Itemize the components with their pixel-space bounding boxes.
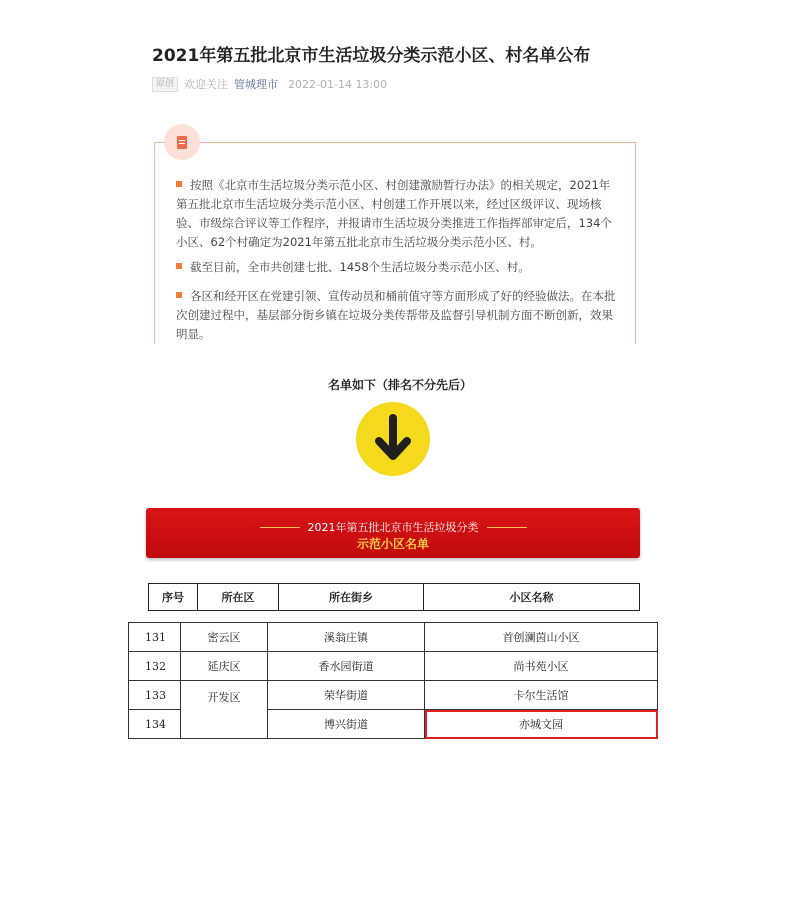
header-street: 所在街乡 bbox=[279, 584, 424, 610]
row-community: 首创澜茵山小区 bbox=[425, 623, 658, 652]
bullet-icon bbox=[176, 181, 182, 187]
article-meta bbox=[152, 76, 387, 92]
list-banner bbox=[146, 508, 640, 558]
table-row bbox=[129, 652, 658, 681]
table-row bbox=[129, 623, 658, 652]
row-district: 密云区 bbox=[181, 623, 268, 652]
row-seq: 133 bbox=[129, 681, 181, 710]
banner-subtitle: 2021年第五批北京市生活垃圾分类 bbox=[146, 519, 640, 535]
row-street: 博兴街道 bbox=[268, 710, 425, 739]
header-district: 所在区 bbox=[198, 584, 279, 610]
notice-paragraph-2: 截至目前，全市共创建七批、1458个生活垃圾分类示范小区、村。 bbox=[176, 258, 620, 277]
notice-paragraph-3: 各区和经开区在党建引领、宣传动员和桶前值守等方面形成了好的经验做法。在本批次创建过程中，基层部分街乡镇在垃圾分类传帮带及监督引导机制方面不断创新，效果明显。 bbox=[176, 289, 616, 341]
header-seq: 序号 bbox=[149, 584, 198, 610]
follow-text: 欢迎关注 bbox=[184, 78, 229, 91]
row-street: 荣华街道 bbox=[268, 681, 425, 710]
article-title: 2021年第五批北京市生活垃圾分类示范小区、村名单公布 bbox=[152, 46, 591, 66]
notice-paragraph-1: 按照《北京市生活垃圾分类示范小区、村创建激励暂行办法》的相关规定，2021年第五批北京市生活垃圾分类示范小区、村创建工作开展以来，经过区级评议、现场核验、市级综合评议等工作程序，并报请市生活垃圾分类推进工作指挥部审定后，134个小区、62个村确定为2021年第五批北京市生活垃圾分类示范小区、村。 bbox=[176, 178, 612, 249]
row-street: 溪翁庄镇 bbox=[268, 623, 425, 652]
document-icon bbox=[164, 124, 200, 160]
row-district: 开发区 bbox=[181, 681, 268, 739]
bullet-icon bbox=[176, 292, 182, 298]
row-seq: 132 bbox=[129, 652, 181, 681]
table-row bbox=[129, 681, 658, 710]
community-table bbox=[128, 622, 658, 739]
row-street: 香水园街道 bbox=[268, 652, 425, 681]
table-header bbox=[148, 583, 640, 611]
list-caption: 名单如下（排名不分先后） bbox=[327, 378, 472, 392]
bullet-icon bbox=[176, 263, 182, 269]
original-badge: 原创 bbox=[152, 77, 178, 92]
header-community: 小区名称 bbox=[509, 591, 554, 604]
row-community: 尚书苑小区 bbox=[425, 652, 658, 681]
row-seq: 134 bbox=[129, 710, 181, 739]
row-community: 卡尔生活馆 bbox=[425, 681, 658, 710]
banner-title: 示范小区名单 bbox=[356, 537, 429, 551]
row-seq: 131 bbox=[129, 623, 181, 652]
row-community-highlighted: 亦城文园 bbox=[425, 710, 658, 739]
arrow-down-icon bbox=[356, 402, 430, 476]
row-district: 延庆区 bbox=[181, 652, 268, 681]
publish-time: 2022-01-14 13:00 bbox=[288, 77, 388, 91]
author-link[interactable]: 管城理市 bbox=[234, 78, 279, 91]
